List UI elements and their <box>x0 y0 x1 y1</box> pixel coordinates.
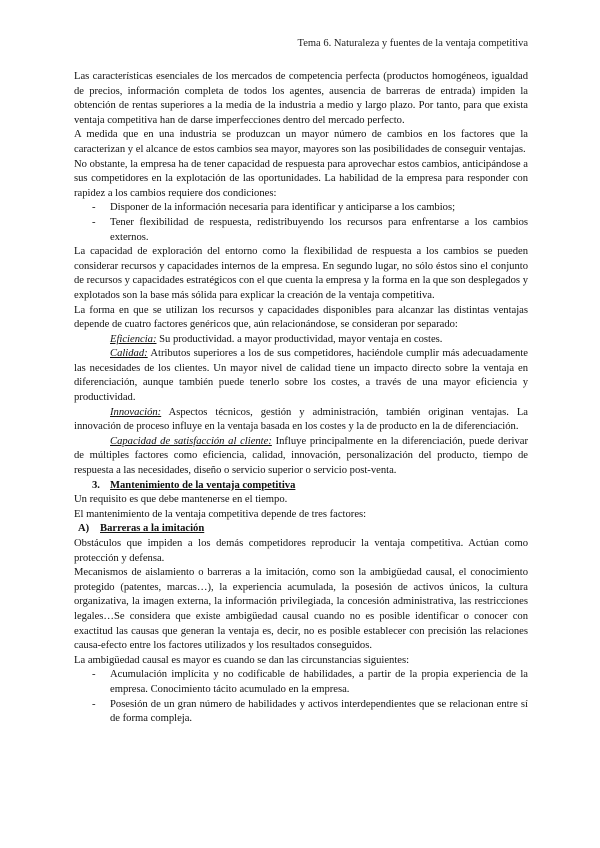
subsection-number: A) <box>78 523 90 535</box>
paragraph: Un requisito es que debe mantenerse en el tiempo. <box>74 494 288 506</box>
paragraph: La forma en que se utilizan los recursos y capacidades disponibles para alcanzar las distintas ventajas depende de cuatro factores genéricos que, aún relacionándose, se consideran por separado: <box>74 304 528 331</box>
paragraph: A medida que en una industria se produzcan un mayor número de cambios en los factores que la caracterizan y el alcance de estos cambios sea mayor, mayores son las posibilidades de conseguir ventajas. <box>74 129 528 155</box>
bullet-dash: - <box>92 669 96 681</box>
bullet-dash: - <box>92 216 96 228</box>
list-item-text: Disponer de la información necesaria para identificar y anticiparse a los cambios; <box>110 202 456 214</box>
list-item <box>74 698 528 727</box>
subsection-heading <box>74 522 528 537</box>
paragraph: El mantenimiento de la ventaja competitiva depende de tres factores: <box>74 508 367 520</box>
page-header: Tema 6. Naturaleza y fuentes de la ventaja competitiva <box>297 38 528 49</box>
conditions-list <box>74 201 528 245</box>
factor-text: Aspectos técnicos, gestión y administración, también originan ventajas. La innovación de proceso influye en la ventaja basada en los costes y la de producto en la de diferenciación. <box>74 406 528 433</box>
list-item-text: Tener flexibilidad de respuesta, redistribuyendo los recursos para enfrentarse a los cambios externos. <box>110 216 528 243</box>
factor-label: Eficiencia: <box>110 333 157 345</box>
factor-efficiency <box>74 333 528 348</box>
list-item-text: Posesión de un gran número de habilidades y activos interdependientes que se relacionan entre sí de forma compleja. <box>110 698 528 725</box>
paragraph: La ambigüedad causal es mayor es cuando se dan las circunstancias siguientes: <box>74 654 410 666</box>
factor-quality <box>74 347 528 405</box>
factor-text: Atributos superiores a los de sus competidores, haciéndole cumplir más adecuadamente las necesidades de los clientes. Un mayor nivel de calidad tiene un impacto directo sobre la ventaja en diferenciación, aunque también puede tenerlo sobre los costes, a través de una mayor eficiencia y productividad. <box>74 348 528 404</box>
paragraph: No obstante, la empresa ha de tener capacidad de respuesta para aprovechar estos cambios, anticipándose a sus competidores en la explotación de las oportunidades. La habilidad de la empresa para responder con rapidez a los cambios requiere dos condiciones: <box>74 158 528 199</box>
list-item <box>74 216 528 245</box>
factor-label: Calidad: <box>110 348 148 360</box>
bullet-dash: - <box>92 698 96 710</box>
list-item-text: Acumulación implícita y no codificable de habilidades, a partir de la propia experiencia de la empresa. Conocimiento tácito acumulado en la empresa. <box>110 669 528 695</box>
circumstances-list <box>74 668 528 726</box>
paragraph: Obstáculos que impiden a los demás competidores reproducir la ventaja competitiva. Actúan como protección y defensa. <box>74 538 528 564</box>
factor-label: Capacidad de satisfacción al cliente: <box>110 435 272 447</box>
list-item <box>74 201 528 216</box>
section-title: Mantenimiento de la ventaja competitiva <box>110 479 296 491</box>
paragraph: La capacidad de exploración del entorno como la flexibilidad de respuesta a los cambios se pueden considerar recursos y capacidades internos de la empresa. En segundo lugar, no sólo éstos sino el conjunto de recursos y capacidades estratégicos con el que cuenta la empresa y la forma en la que son desplegados y explotados son la base más sólida para explicar la creación de la ventaja competitiva. <box>74 246 528 301</box>
factor-text: Influye principalmente en la diferenciación, puede derivar de múltiples factores como eficiencia, calidad, innovación, personalización del producto, tiempo de respuesta a las necesidades, diseño o servicio superior o servicio post-venta. <box>74 435 528 477</box>
factor-innovation <box>74 406 528 435</box>
section-heading <box>74 479 528 494</box>
paragraph: Mecanismos de aislamiento o barreras a la imitación, como son la ambigüedad causal, el conocimiento protegido (patentes, marcas…), la experiencia acumulada, la posesión de activos únicos, la cultura organizativa, la imagen externa, la información privilegiada, la concesión administrativa, las restricciones legales…Se considera que existe ambigüedad causal cuando no es posible identificar o conocer con exactitud las causas que generan la ventaja es, decir, no es posible establecer con precisión las relaciones causa-efecto entre los factores utilizados y los resultados conseguidos. <box>74 567 528 652</box>
factor-label: Innovación: <box>110 406 162 418</box>
section-number: 3. <box>92 479 100 491</box>
list-item <box>74 668 528 697</box>
subsection-title: Barreras a la imitación <box>100 523 205 535</box>
factor-customer-satisfaction <box>74 435 528 479</box>
paragraph: Las características esenciales de los mercados de competencia perfecta (productos homogéneos, igualdad de precios, información completa de todos los agentes, ausencia de barreras de entrada) impiden la obtención de rentas superiores a la media de la industria a medio y largo plazo. Por tanto, para que exista ventaja competitiva han de darse imperfecciones dentro del mercado perfecto. <box>74 71 528 126</box>
factor-text: Su productividad. a mayor productividad, mayor ventaja en costes. <box>156 333 443 345</box>
bullet-dash: - <box>92 202 96 214</box>
document-body <box>74 70 528 727</box>
